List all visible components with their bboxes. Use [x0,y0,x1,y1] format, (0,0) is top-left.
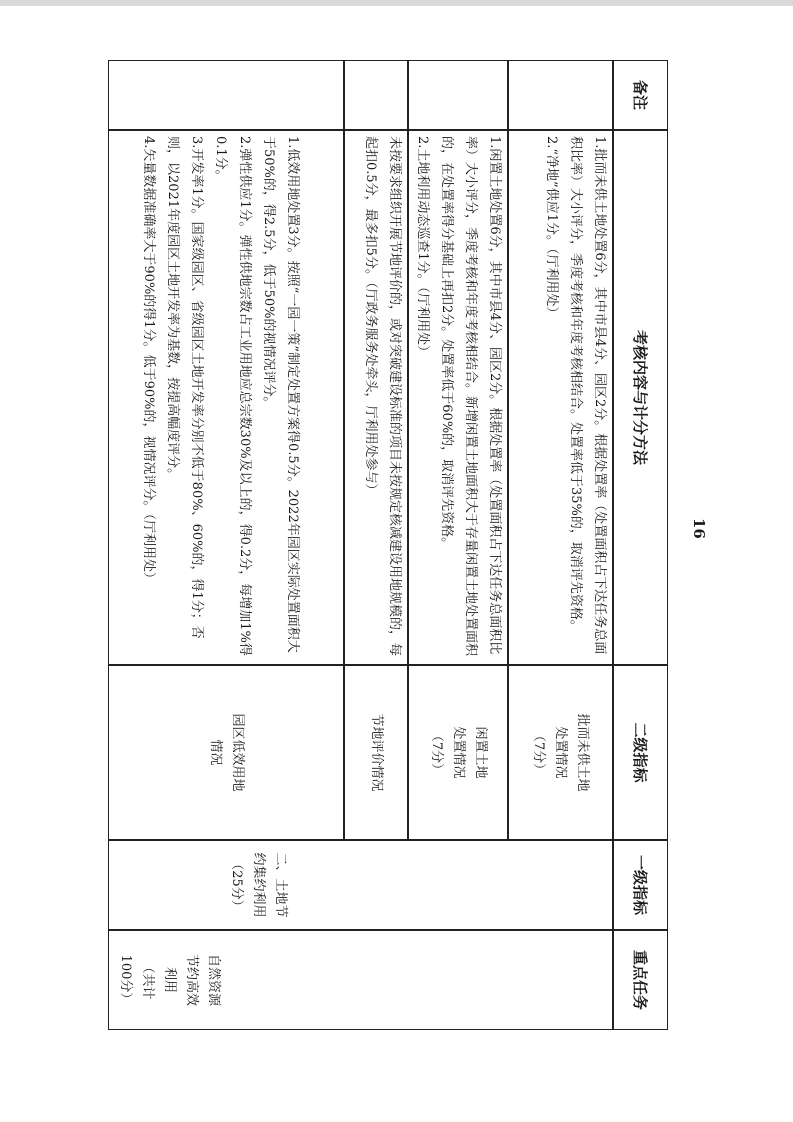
content-text [408,130,508,665]
level2-line: （7分） [429,728,444,777]
content-line: 未按要求组织开展节地评价的，或对突破建设标准的项目未按规定核减建设用地规模的，每起扣0.5分，最多扣5分。（厅政务服务处牵头，厅利用处参与） [363,136,402,657]
level2-line: 处置情况 [553,726,569,779]
level2-text [108,665,344,840]
content-text [108,130,344,665]
header-3: 考核内容与计分方法 [631,329,649,465]
level2-text [508,665,613,840]
key-task-line: 自然资源 [206,953,221,1006]
level2-line: （7分） [531,728,547,777]
level2-line: 园区低效用地 [230,713,245,792]
level2-line: 节地评价情况 [369,713,384,792]
header-4: 备注 [631,79,649,110]
level1-line: （25分） [229,857,244,913]
level1-line: 二、土地节 [273,852,288,918]
level2-line: 闲置土地 [473,726,488,779]
header-2: 二级指标 [631,722,649,783]
level2-line: 情况 [208,739,223,766]
level2-text [344,665,408,840]
note-cell [508,60,613,130]
key-task-line: 100分） [118,954,133,1006]
scan-edge [0,0,793,6]
header-1: 一级指标 [631,854,649,915]
content-line: 3.开发率1分。国家级园区、省级园区土地开发率分别不低于80%、60%的，得1分；否则，以2021年度园区土地开发率为基数，按提高幅度评分。 [165,136,204,639]
note-cell [108,60,344,130]
content-text [344,130,408,665]
content-line: 1.低效用地处置3分。按照“一园一策”制定处置方案得0.5分。2022年园区实际处置面积大于50%的，得2.5分，低于50%的视情况评分。 [261,136,300,653]
level1-text [108,840,408,930]
key-task-line: 利用 [162,966,177,993]
note-cell [408,60,508,130]
level2-line: 处置情况 [451,726,466,779]
content-line: 2.弹性供应1分。弹性供地宗数占工业用地应总宗数30%及以上的，得0.2分，每增加1%得0.1分。 [213,136,252,656]
rotated-table [108,60,668,1030]
content-line: 2.土地利用动态巡查1分。（厅利用处） [415,136,430,359]
content-line: 4.矢量数据准确率大于90%的得1分。低于90%的，视情况评分。（厅利用处） [141,136,156,585]
level2-text [408,665,508,840]
header-0: 重点任务 [631,949,649,1010]
content-line: 1.批而未供土地处置6分，其中市县4分、园区2分。根据处置率（处置面积占下达任务总面积比率）大小评分，季度考核和年度考核相结合。处置率低于35%的，取消评先资格。 [568,136,607,655]
key-task-line: （共计 [140,960,155,1000]
note-cell [344,60,408,130]
key-task-text [108,930,613,1030]
level1-line: 约集约利用 [251,852,266,918]
content-text [508,130,613,665]
page-number: 16 [690,518,708,539]
content-line: 1.闲置土地处置6分，其中市县4分、园区2分。根据处置率（处置面积占下达任务总面积比率）大小评分，季度考核和年度考核相结合。新增闲置土地面积大于存量闲置土地处置面积的，在处置率得分基础上再扣2分。处置率低于60%的，取消评先资格。 [439,136,502,657]
content-line: 2.“净地”供应1分。（厅利用处） [544,136,559,320]
level2-line: 批而未供土地 [575,713,591,792]
key-task-line: 节约高效 [184,953,199,1006]
